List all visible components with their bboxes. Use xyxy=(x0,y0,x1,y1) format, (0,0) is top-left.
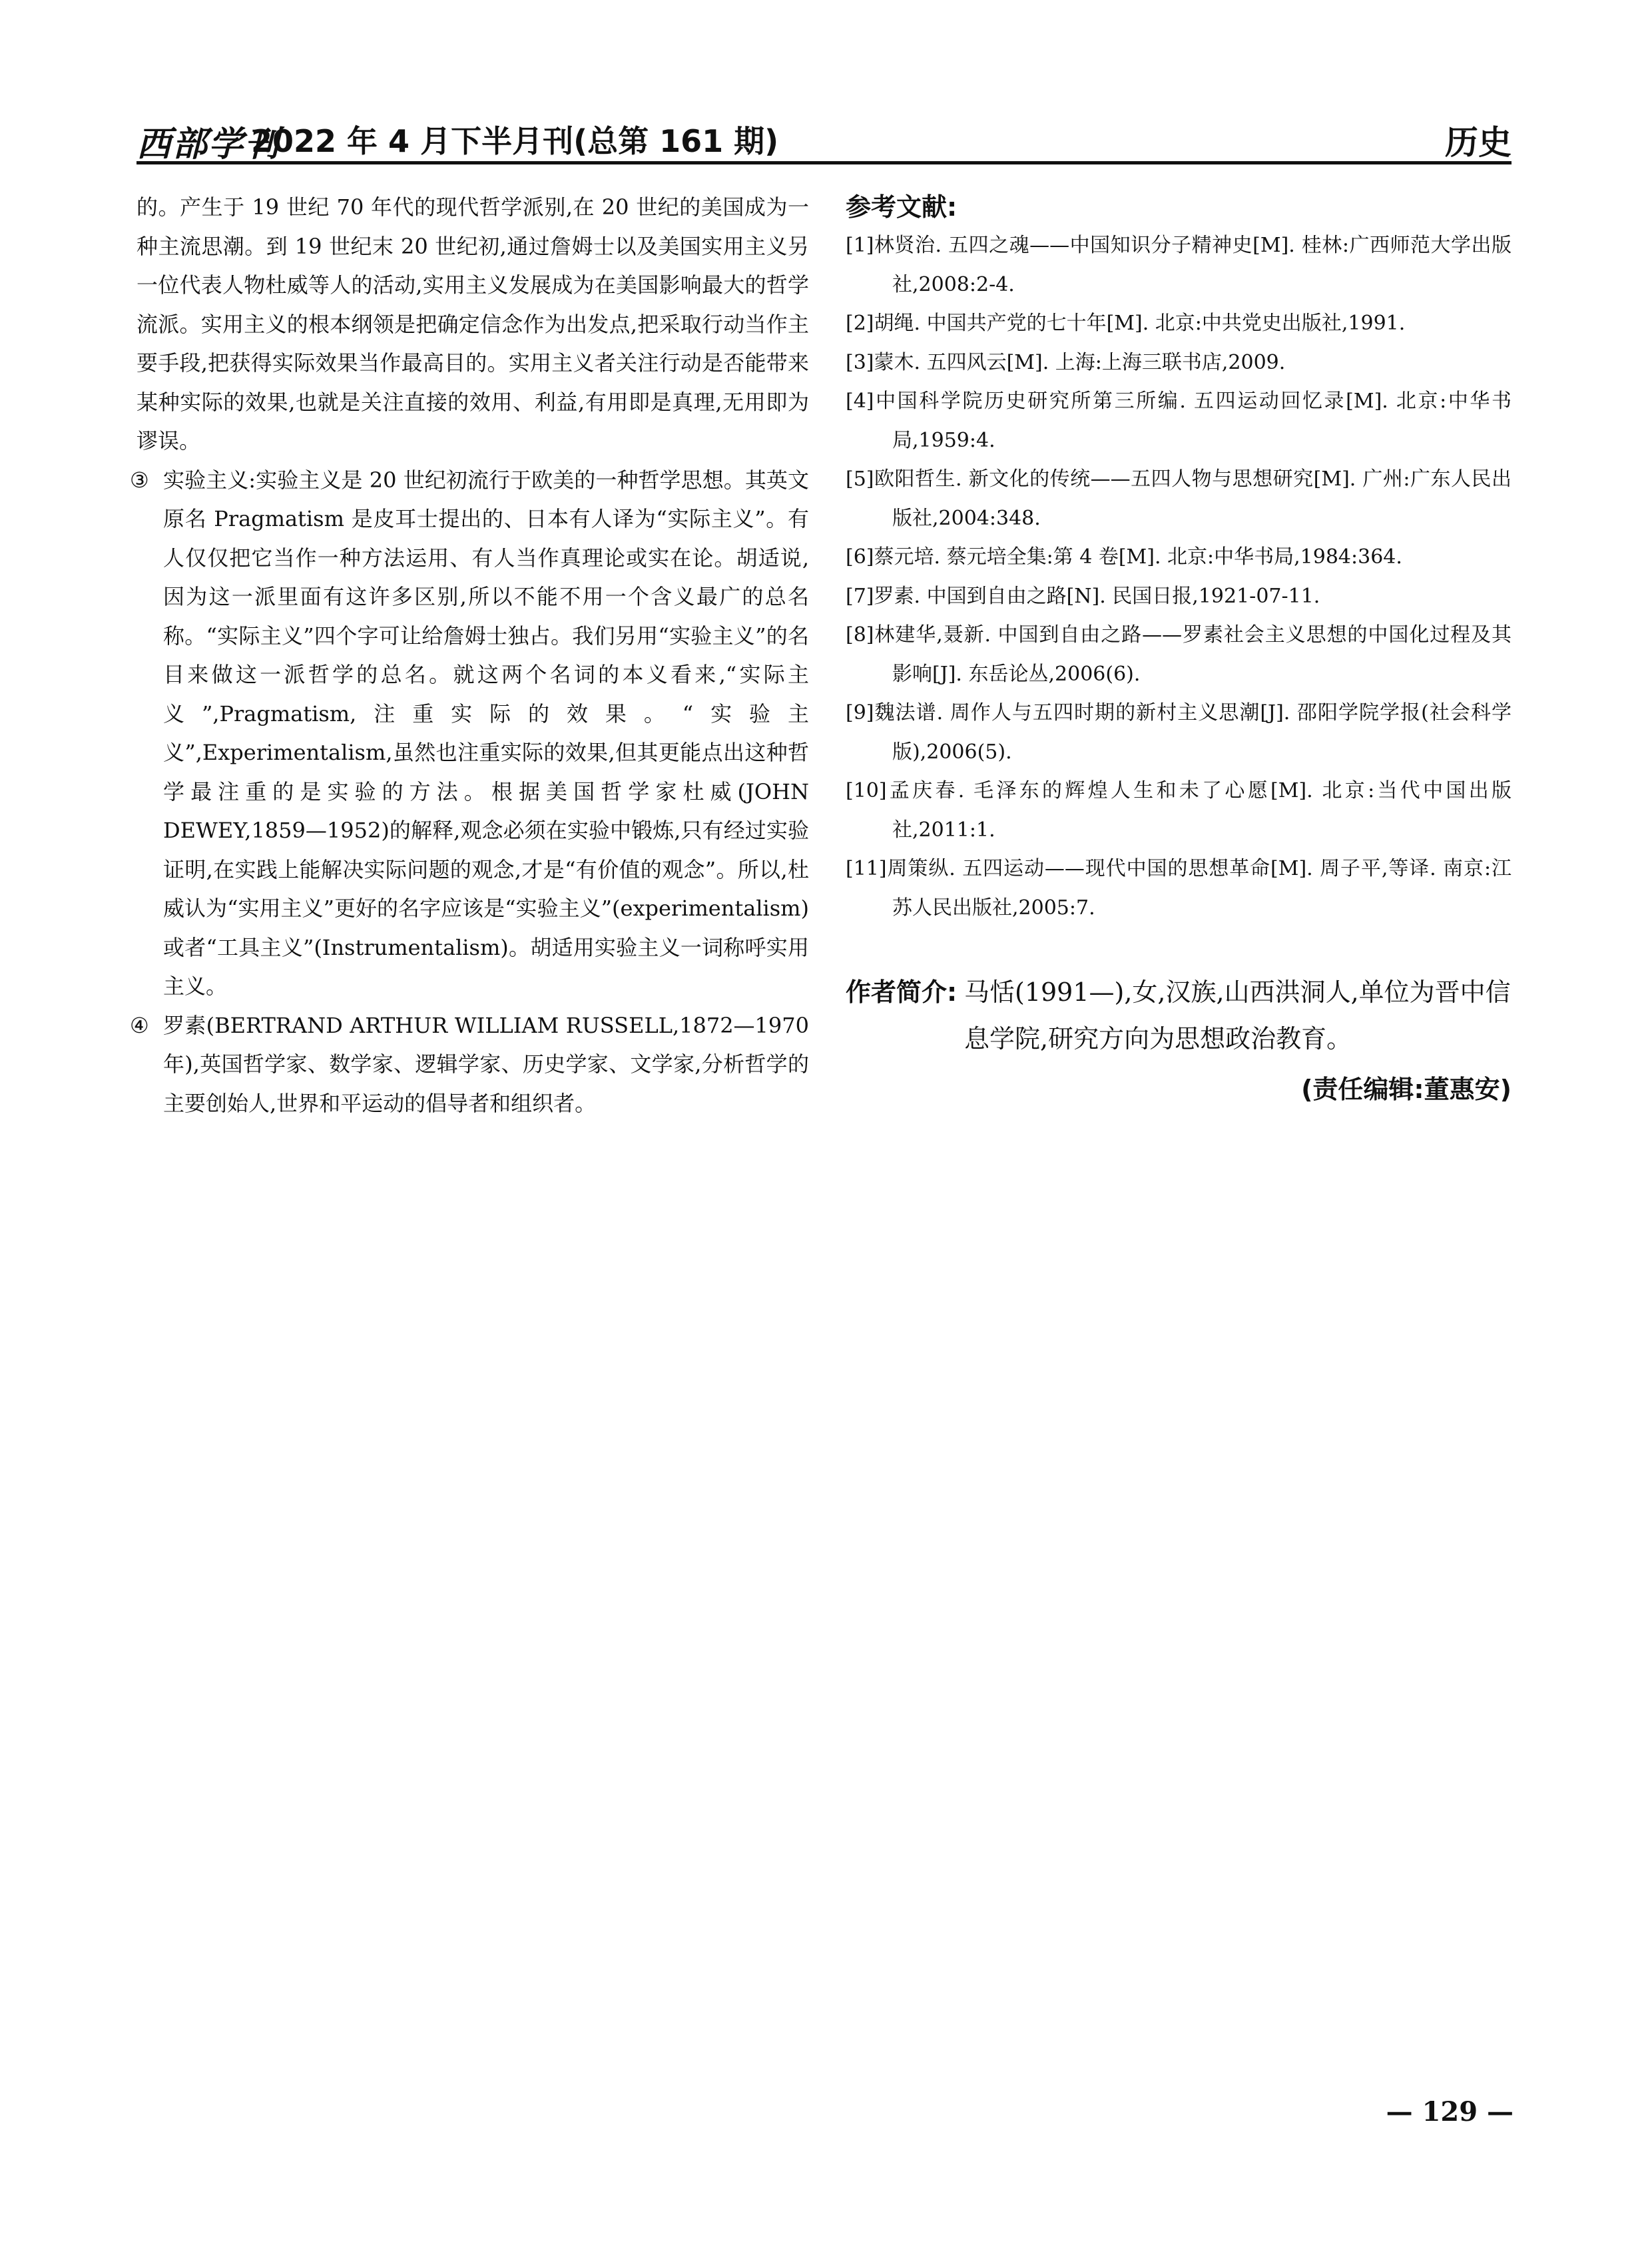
footnote-mark: ③ xyxy=(130,467,149,493)
left-column xyxy=(130,188,809,1123)
author-bio-text: 马恬(1991—),女,汉族,山西洪洞人,单位为晋中信息学院,研究方向为思想政治教育。 xyxy=(964,978,1511,1053)
issue-info: 2022 年 4 月下半月刊(总第 161 期) xyxy=(251,123,779,159)
author-bio-label: 作者简介: xyxy=(846,978,958,1007)
journal-logo: 西部学刊 xyxy=(137,124,281,164)
reference-item: [4]中国科学院历史研究所第三所编. 五四运动回忆录[M]. 北京:中华书局,1959:4. xyxy=(846,390,1512,452)
reference-item: [1]林贤治. 五四之魂——中国知识分子精神史[M]. 桂林:广西师范大学出版社,2008:2-4. xyxy=(846,234,1512,296)
footnote-text: 实验主义:实验主义是 20 世纪初流行于欧美的一种哲学思想。其英文原名 Pragmatism 是皮耳士提出的、日本有人译为“实际主义”。有人仅仅把它当作一种方法运用、有人当作真理论或实在论。胡适说,因为这一派里面有这许多区别,所以不能不用一个含义最广的总名称。“实际主义”四个字可让给詹姆士独占。我们另用“实验主义”的名目来做这一派哲学的总名。就这两个名词的本义看来,“实际主义”,Pragmatism,注重实际的效果。“实验主义”,Experimentalism,虽然也注重实际的效果,但其更能点出这种哲学最注重的是实验的方法。根据美国哲学家杜威(JOHN DEWEY,1859—1952)的解释,观念必须在实验中锻炼,只有经过实验证明,在实践上能解决实际问题的观念,才是“有价值的观念”。所以,杜威认为“实用主义”更好的名字应该是“实验主义”(experimentalism)或者“工具主义”(Instrumentalism)。胡适用实验主义一词称呼实用主义。 xyxy=(163,467,809,999)
section-title: 历史 xyxy=(1445,123,1512,162)
reference-item: [9]魏法谱. 周作人与五四时期的新村主义思潮[J]. 邵阳学院学报(社会科学版),2006(5). xyxy=(846,701,1512,764)
right-column xyxy=(846,188,1512,1105)
reference-item: [10]孟庆春. 毛泽东的辉煌人生和未了心愿[M]. 北京:当代中国出版社,2011:1. xyxy=(846,779,1512,842)
reference-item: [3]蒙木. 五四风云[M]. 上海:上海三联书店,2009. xyxy=(846,350,1286,374)
page-header xyxy=(137,112,1512,164)
reference-item: [5]欧阳哲生. 新文化的传统——五四人物与思想研究[M]. 广州:广东人民出版社,2004:348. xyxy=(846,467,1512,530)
footnote-3 xyxy=(130,461,809,1006)
responsible-editor: (责任编辑:董惠安) xyxy=(1301,1075,1512,1104)
reference-list xyxy=(846,226,1512,928)
reference-item: [11]周策纵. 五四运动——现代中国的思想革命[M]. 周子平,等译. 南京:江苏人民出版社,2005:7. xyxy=(846,857,1512,920)
footnote-mark: ④ xyxy=(130,1012,149,1038)
page-number: — 129 — xyxy=(1386,2096,1514,2127)
references-title: 参考文献: xyxy=(846,192,958,222)
reference-item: [2]胡绳. 中国共产党的七十年[M]. 北京:中共党史出版社,1991. xyxy=(846,312,1406,335)
author-bio xyxy=(846,969,1512,1062)
footnote-text: 罗素(BERTRAND ARTHUR WILLIAM RUSSELL,1872—1970 年),英国哲学家、数学家、逻辑学家、历史学家、文学家,分析哲学的主要创始人,世界和平运动的倡导者和组织者。 xyxy=(163,1012,809,1116)
reference-item: [8]林建华,聂新. 中国到自由之路——罗素社会主义思想的中国化过程及其影响[J]. 东岳论丛,2006(6). xyxy=(846,623,1512,686)
reference-item: [6]蔡元培. 蔡元培全集:第 4 卷[M]. 北京:中华书局,1984:364. xyxy=(846,545,1402,569)
footnote-4 xyxy=(130,1006,809,1123)
body-paragraph: 的。产生于 19 世纪 70 年代的现代哲学派别,在 20 世纪的美国成为一种主流思潮。到 19 世纪末 20 世纪初,通过詹姆士以及美国实用主义另一位代表人物杜威等人的活动,实用主义发展成为在美国影响最大的哲学流派。实用主义的根本纲领是把确定信念作为出发点,把采取行动当作主要手段,把获得实际效果当作最高目的。实用主义者关注行动是否能带来某种实际的效果,也就是关注直接的效用、利益,有用即是真理,无用即为谬误。 xyxy=(137,194,809,453)
reference-item: [7]罗素. 中国到自由之路[N]. 民国日报,1921-07-11. xyxy=(846,584,1320,608)
